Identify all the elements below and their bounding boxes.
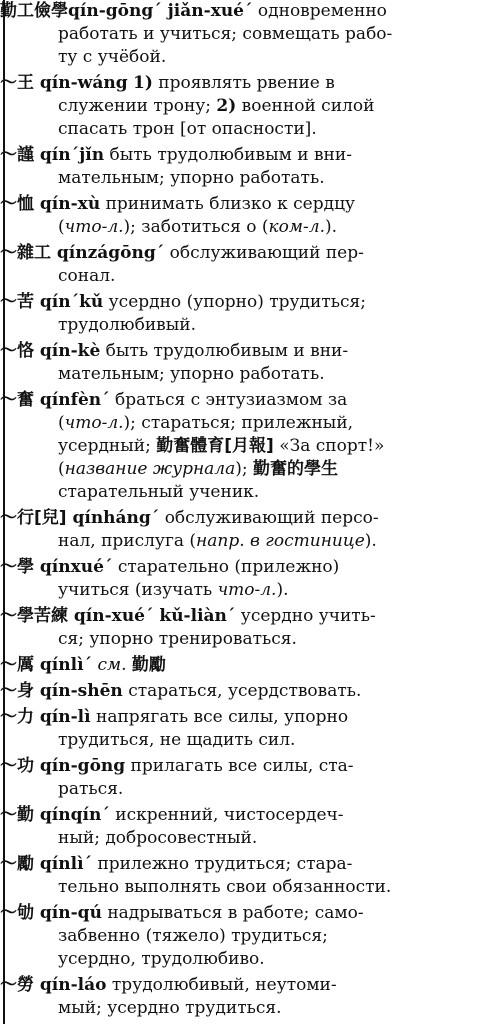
entry-headline — [0, 193, 492, 216]
hanzi-term: ～勵 — [0, 854, 40, 874]
entry-continuation-line — [58, 827, 482, 850]
pinyin-reading: qínzágōng´ — [56, 243, 165, 263]
entry-headline — [0, 654, 492, 677]
entry-continuation-line — [58, 216, 482, 239]
pinyin-reading: qínxué´ — [39, 557, 113, 577]
hanzi-term: ～劬 — [0, 903, 40, 923]
entry-headline — [0, 853, 492, 876]
entry-text: спасать трон [от опасности]. — [58, 119, 317, 139]
hanzi-term: ～奮 — [0, 390, 40, 410]
dictionary-entry — [0, 706, 492, 752]
dictionary-entry — [0, 242, 492, 288]
entry-text: принимать близко к сердцу — [100, 194, 356, 214]
entry-continuation-line — [58, 579, 482, 602]
entry-text: ся; упорно тренироваться. — [58, 629, 297, 649]
entry-text: ); заботиться о ( — [123, 217, 269, 237]
entry-text: старательно (прилежно) — [112, 557, 340, 577]
entry-continuation-line — [58, 265, 482, 288]
entry-continuation-line — [58, 876, 482, 899]
hanzi-term: ～學 — [0, 557, 40, 577]
hanzi-term: ～勤 — [0, 805, 40, 825]
pinyin-reading: qín-láo — [39, 975, 107, 995]
entry-text: «За спорт!» — [273, 436, 385, 456]
entry-text: напрягать все силы, упорно — [90, 707, 349, 727]
entry-text: мый; усердно трудиться. — [58, 998, 282, 1018]
entry-continuation-line — [58, 481, 482, 504]
dictionary-entry — [0, 654, 492, 677]
entry-continuation-line — [58, 23, 482, 46]
dictionary-entry — [0, 340, 492, 386]
entry-text: усердно (упорно) трудиться; — [103, 292, 366, 312]
pinyin-reading: qín-lì — [39, 707, 91, 727]
entry-text: ный; добросовестный. — [58, 828, 258, 848]
dictionary-entry — [0, 291, 492, 337]
entry-text: быть трудолюбивым и вни- — [104, 145, 352, 165]
entry-text: ( — [58, 217, 65, 237]
pinyin-reading: qín-gōng´ jiǎn-xué´ — [68, 1, 253, 21]
hanzi-term: 勤奮的學生 — [253, 459, 339, 479]
hanzi-term: ～王 — [0, 73, 40, 93]
italic-note: что-л. — [64, 413, 124, 433]
pinyin-reading: qínqín´ — [39, 805, 110, 825]
entry-text: учиться (изучать — [58, 580, 218, 600]
entry-headline — [0, 291, 492, 314]
entry-continuation-line — [58, 412, 482, 435]
entry-text: обслуживающий персо- — [159, 508, 379, 528]
hanzi-term: 勤奮體育[月報] — [156, 436, 274, 456]
entry-text: надрываться в работе; само- — [101, 903, 364, 923]
italic-note: что-л. — [64, 217, 124, 237]
entry-continuation-line — [58, 435, 482, 458]
dictionary-entry — [0, 389, 492, 504]
entry-text: мательным; упорно работать. — [58, 168, 325, 188]
entry-continuation-line — [58, 314, 482, 337]
dictionary-entry — [0, 556, 492, 602]
pinyin-reading: qín´jǐn — [39, 145, 105, 165]
entry-headline — [0, 680, 492, 703]
pinyin-reading: qín-wáng — [39, 73, 128, 93]
dictionary-entry — [0, 804, 492, 850]
entry-text: прилежно трудиться; стара- — [92, 854, 353, 874]
entry-text: нал, прислуга ( — [58, 531, 197, 551]
entry-text: усердно, трудолюбиво. — [58, 949, 265, 969]
entry-text: ); стараться; прилежный, — [123, 413, 354, 433]
entry-text: ( — [58, 459, 65, 479]
entry-continuation-line — [58, 458, 482, 481]
entry-text: усердный; — [58, 436, 157, 456]
hanzi-term: 勤勵 — [131, 655, 166, 675]
hanzi-term: ～恪 — [0, 341, 40, 361]
entry-text: старательный ученик. — [58, 482, 260, 502]
entry-text: ту с учёбой. — [58, 47, 167, 67]
pinyin-reading: qín-xù — [39, 194, 101, 214]
entry-text: ). — [276, 580, 289, 600]
hanzi-term: ～功 — [0, 756, 40, 776]
entry-text: браться с энтузиазмом за — [109, 390, 348, 410]
pinyin-reading: qín-gōng — [39, 756, 126, 776]
entry-text: служении трону; — [58, 96, 217, 116]
dictionary-entry — [0, 605, 492, 651]
italic-note: ком-л. — [268, 217, 325, 237]
pinyin-reading: qínfèn´ — [39, 390, 110, 410]
entry-headline — [0, 755, 492, 778]
hanzi-term: ～勞 — [0, 975, 40, 995]
entry-continuation-line — [58, 925, 482, 948]
hanzi-term: ～苦 — [0, 292, 40, 312]
entry-text: одновременно — [252, 1, 387, 21]
entry-headline — [0, 605, 492, 628]
dictionary-entry — [0, 507, 492, 553]
entry-headline — [0, 0, 492, 23]
dictionary-entry — [0, 193, 492, 239]
entry-text: раться. — [58, 779, 124, 799]
entry-continuation-line — [58, 95, 482, 118]
entry-headline — [0, 804, 492, 827]
hanzi-term: ～恤 — [0, 194, 40, 214]
pinyin-reading: qínháng´ — [72, 508, 160, 528]
entry-text: прилагать все силы, ста- — [125, 756, 354, 776]
entry-headline — [0, 72, 492, 95]
entry-text: трудолюбивый, неутоми- — [106, 975, 337, 995]
entry-text: усердно учить- — [235, 606, 376, 626]
entry-text: сонал. — [58, 266, 116, 286]
entry-headline — [0, 706, 492, 729]
entry-headline — [0, 144, 492, 167]
entry-text: мательным; упорно работать. — [58, 364, 325, 384]
entry-text: ( — [58, 413, 65, 433]
entry-text: военной силой — [236, 96, 375, 116]
entry-headline — [0, 340, 492, 363]
hanzi-term: ～厲 — [0, 655, 40, 675]
pinyin-reading: qín-kè — [39, 341, 101, 361]
dictionary-entry — [0, 755, 492, 801]
dictionary-entry — [0, 72, 492, 141]
pinyin-reading: qín-shēn — [39, 681, 123, 701]
cut-off-next-entry — [0, 1008, 499, 1024]
entry-text: ). — [324, 217, 338, 237]
hanzi-term: ～力 — [0, 707, 40, 727]
hanzi-term: ～身 — [0, 681, 40, 701]
entry-text: проявлять рвение в — [152, 73, 335, 93]
entry-continuation-line — [58, 363, 482, 386]
pinyin-reading: qín-xué´ kǔ-liàn´ — [73, 606, 236, 626]
entry-text: трудолюбивый. — [58, 315, 196, 335]
pinyin-reading: qín-qú — [39, 903, 102, 923]
entry-continuation-line — [58, 46, 482, 69]
entry-continuation-line — [58, 167, 482, 190]
pinyin-reading: 2) — [216, 96, 237, 116]
pinyin-reading: qín´kǔ — [39, 292, 104, 312]
dictionary-entry — [0, 144, 492, 190]
entry-text: искренний, чистосердеч- — [109, 805, 344, 825]
entry-headline — [0, 507, 492, 530]
pinyin-reading: 1) — [132, 73, 153, 93]
entry-headline — [0, 902, 492, 925]
pinyin-reading: qínlì´ — [39, 854, 93, 874]
hanzi-term: ～謹 — [0, 145, 40, 165]
entry-text: трудиться, не щадить сил. — [58, 730, 296, 750]
entry-continuation-line — [58, 118, 482, 141]
entry-text: ). — [364, 531, 377, 551]
dictionary-entry — [0, 680, 492, 703]
entry-continuation-line — [58, 948, 482, 971]
dictionary-entry — [0, 0, 492, 69]
italic-note: что-л. — [217, 580, 277, 600]
hanzi-term: ～行[兒] — [0, 508, 73, 528]
entry-text: тельно выполнять свои обязанности. — [58, 877, 392, 897]
entry-text: работать и учиться; совмещать рабо- — [58, 24, 393, 44]
entry-text: забвенно (тяжело) трудиться; — [58, 926, 328, 946]
entry-continuation-line — [58, 628, 482, 651]
entry-headline — [0, 974, 492, 997]
italic-note: напр. в гостинице — [196, 531, 365, 551]
italic-note: см. — [97, 655, 127, 675]
entry-headline — [0, 389, 492, 412]
entry-text: обслуживающий пер- — [164, 243, 364, 263]
dictionary-entry — [0, 902, 492, 971]
entry-headline — [0, 556, 492, 579]
entry-headline — [0, 242, 492, 265]
entry-text: ); — [235, 459, 254, 479]
entry-continuation-line — [58, 729, 482, 752]
hanzi-term: ～學苦練 — [0, 606, 74, 626]
pinyin-reading: qínlì´ — [39, 655, 93, 675]
entry-continuation-line — [58, 530, 482, 553]
hanzi-term: 勤工儉學 — [0, 1, 68, 21]
entry-continuation-line — [58, 778, 482, 801]
italic-note: название журнала — [64, 459, 236, 479]
hanzi-term: ～雜工 — [0, 243, 57, 263]
entry-text: стараться, усердствовать. — [122, 681, 362, 701]
dictionary-entry — [0, 853, 492, 899]
entry-text: быть трудолюбивым и вни- — [100, 341, 349, 361]
